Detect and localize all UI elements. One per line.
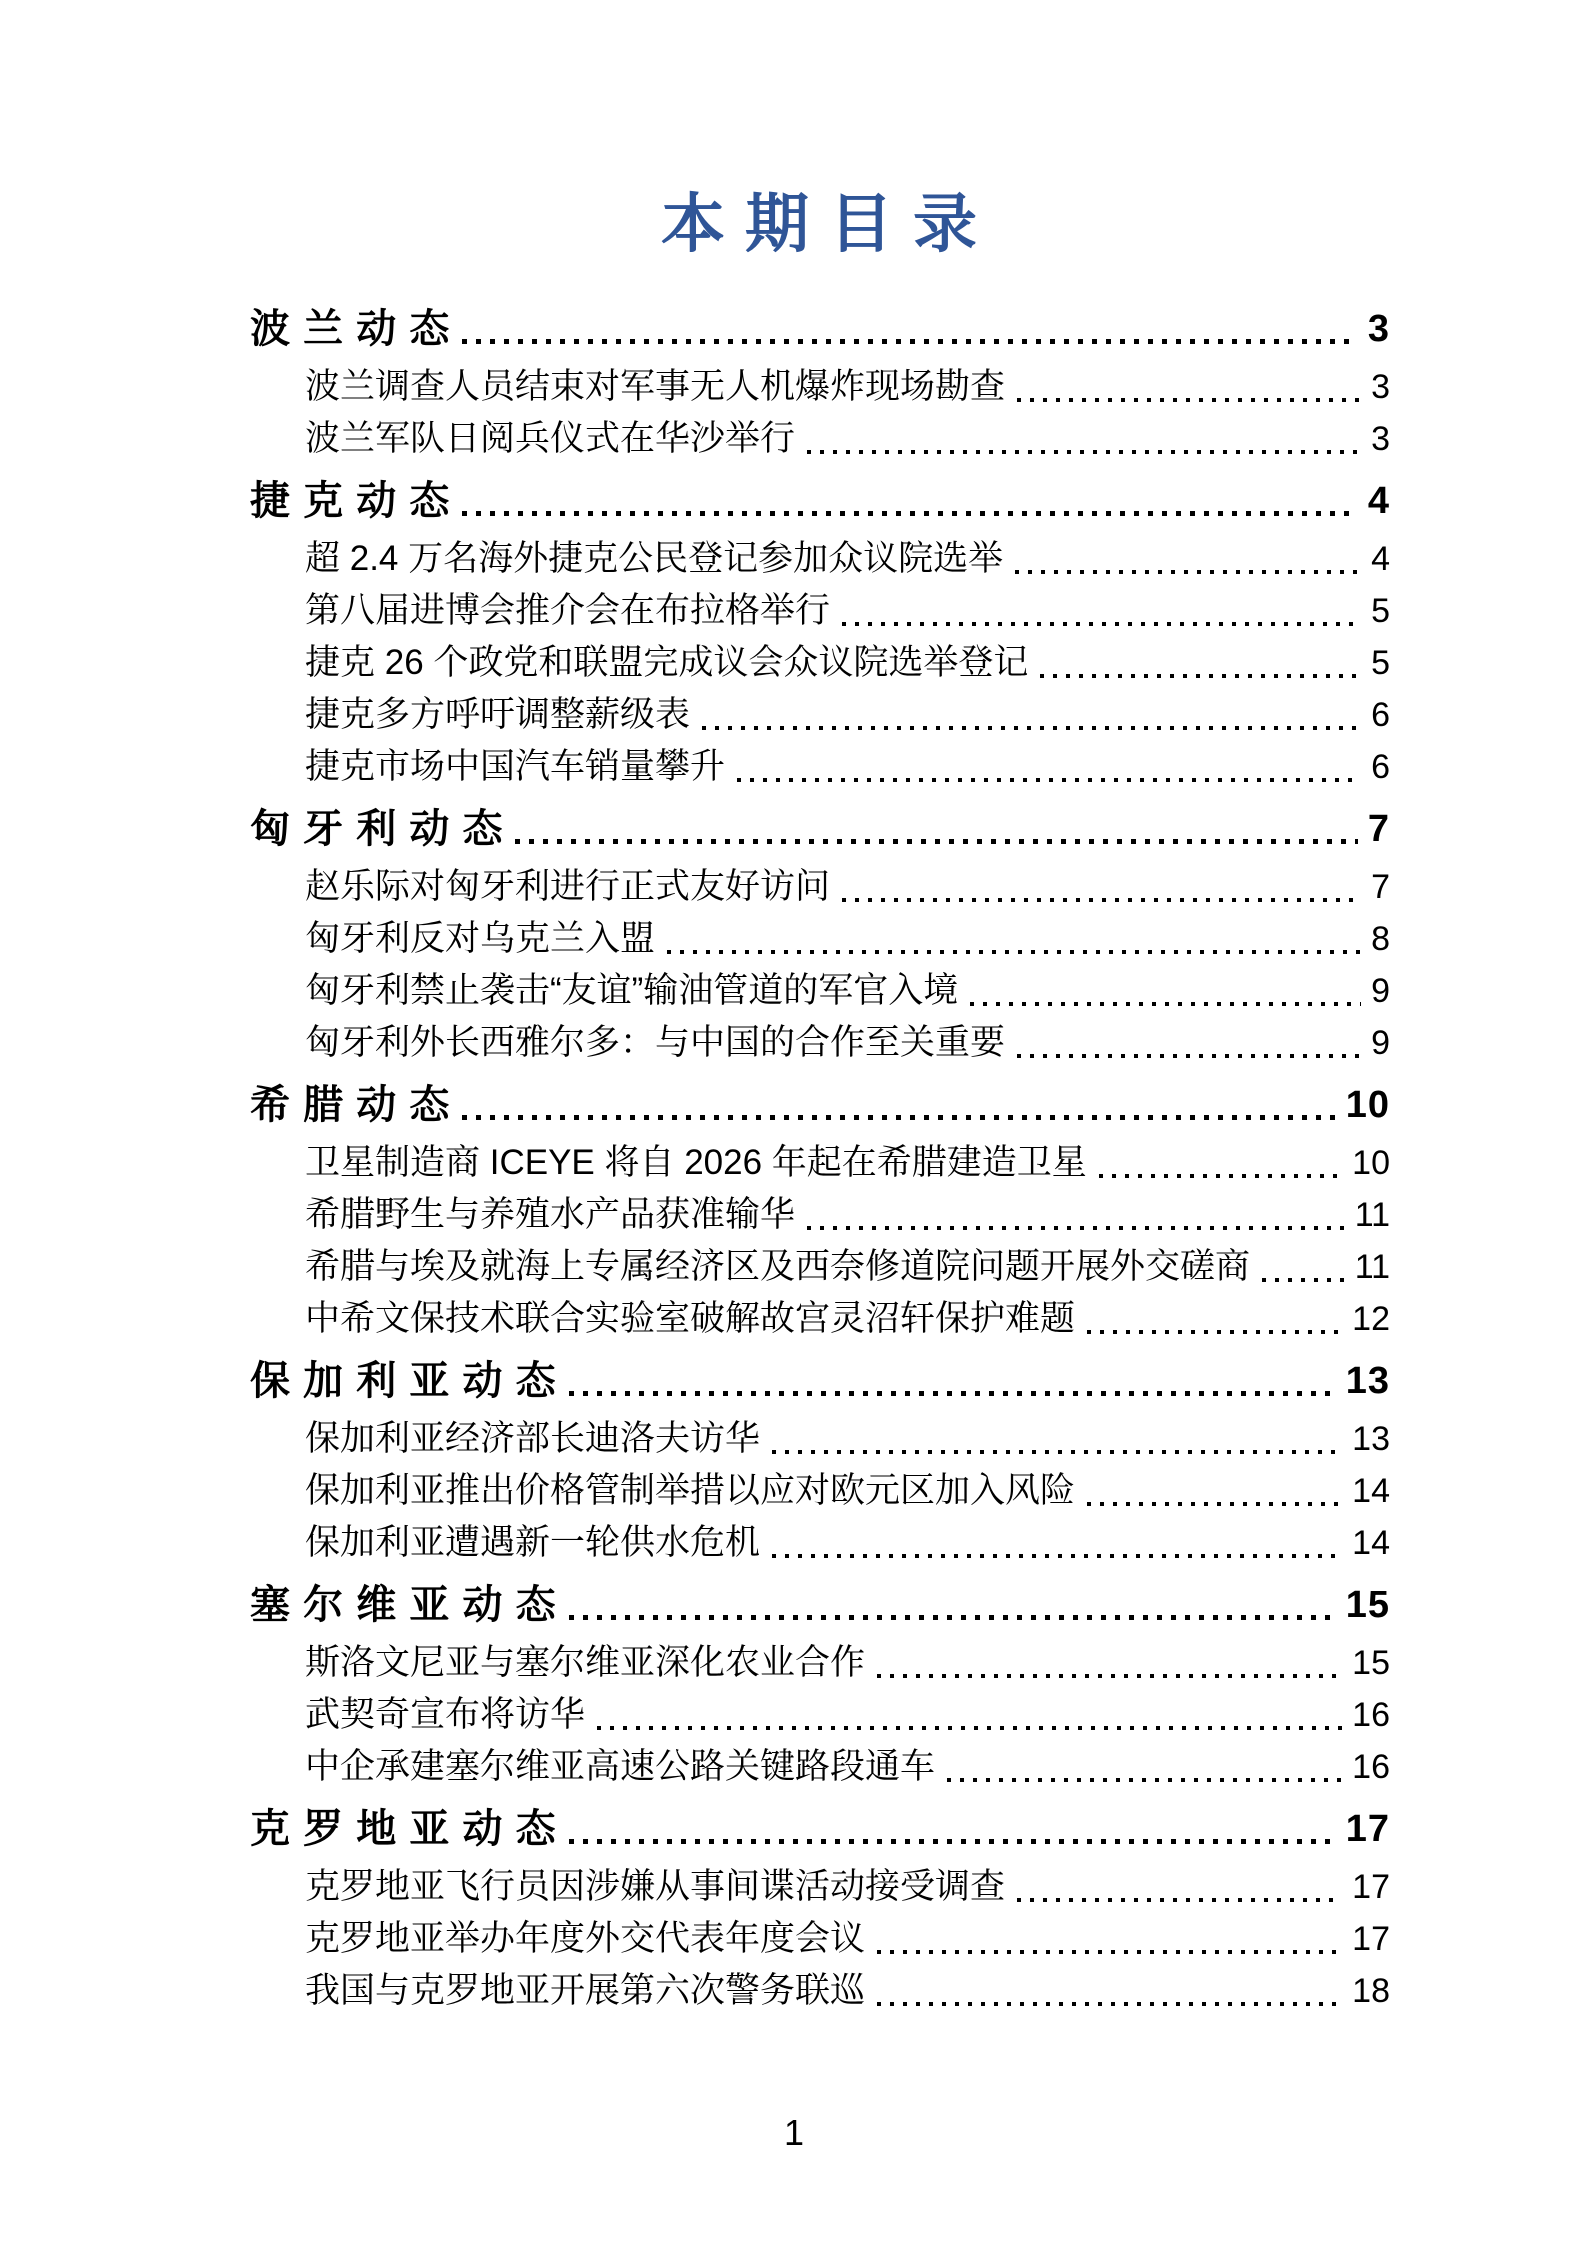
toc-section-label: 波 兰 动 态 xyxy=(250,307,451,351)
toc-item-entry[interactable] xyxy=(250,1517,1390,1569)
toc-item-entry[interactable] xyxy=(250,1965,1390,2017)
toc-section-page-number: 15 xyxy=(1345,1584,1390,1626)
dot-leader xyxy=(772,1554,1342,1558)
dot-leader xyxy=(1017,1054,1361,1058)
dot-leader xyxy=(569,1391,1336,1396)
toc-item-entry[interactable] xyxy=(250,965,1390,1017)
toc-item-entry[interactable] xyxy=(250,913,1390,965)
dot-leader xyxy=(877,1950,1342,1954)
toc-item-page-number: 13 xyxy=(1352,1420,1390,1458)
dot-leader xyxy=(1099,1174,1342,1178)
footer-page-number: 1 xyxy=(783,2112,805,2153)
toc-item-entry[interactable] xyxy=(250,1017,1390,1069)
toc-item-page-number: 16 xyxy=(1352,1696,1390,1734)
toc-item-page-number: 8 xyxy=(1371,920,1390,958)
dot-leader xyxy=(807,450,1361,454)
toc-item-entry[interactable] xyxy=(250,1689,1390,1741)
toc-section-label: 匈 牙 利 动 态 xyxy=(250,807,504,851)
toc-item-entry[interactable] xyxy=(250,741,1390,793)
toc-item-label: 波兰军队日阅兵仪式在华沙举行 xyxy=(305,419,796,458)
toc-item-page-number: 12 xyxy=(1352,1300,1390,1338)
toc-item-label: 匈牙利外长西雅尔多：与中国的合作至关重要 xyxy=(305,1023,1006,1062)
toc-item-label: 克罗地亚举办年度外交代表年度会议 xyxy=(305,1919,866,1958)
dot-leader xyxy=(702,726,1361,730)
toc-section-page-number: 13 xyxy=(1345,1360,1390,1402)
toc-item-entry[interactable] xyxy=(250,1913,1390,1965)
toc-item-page-number: 14 xyxy=(1352,1524,1390,1562)
toc-item-label: 匈牙利反对乌克兰入盟 xyxy=(305,919,656,958)
toc-item-page-number: 18 xyxy=(1352,1972,1390,2010)
dot-leader xyxy=(569,1839,1336,1844)
dot-leader xyxy=(462,511,1358,516)
toc-item-label: 武契奇宣布将访华 xyxy=(305,1695,586,1734)
toc-item-entry[interactable] xyxy=(250,1465,1390,1517)
toc-item-page-number: 11 xyxy=(1354,1248,1390,1286)
toc-item-label: 超 2.4 万名海外捷克公民登记参加众议院选举 xyxy=(305,539,1004,578)
toc-item-page-number: 3 xyxy=(1371,420,1390,458)
toc-item-page-number: 16 xyxy=(1352,1748,1390,1786)
dot-leader xyxy=(667,950,1361,954)
toc-item-page-number: 3 xyxy=(1371,368,1390,406)
toc-item-label: 保加利亚推出价格管制举措以应对欧元区加入风险 xyxy=(305,1471,1076,1510)
dot-leader xyxy=(1262,1278,1345,1282)
toc-item-entry[interactable] xyxy=(250,1189,1390,1241)
toc-section-entry[interactable] xyxy=(250,1803,1390,1855)
dot-leader xyxy=(1017,398,1361,402)
toc-section-page-number: 3 xyxy=(1367,308,1390,350)
dot-leader xyxy=(569,1615,1336,1620)
toc-section-entry[interactable] xyxy=(250,475,1390,527)
toc-item-page-number: 9 xyxy=(1371,1024,1390,1062)
toc-item-label: 捷克多方呼吁调整薪级表 xyxy=(305,695,691,734)
toc-item-page-number: 15 xyxy=(1352,1644,1390,1682)
toc-item-entry[interactable] xyxy=(250,533,1390,585)
toc-item-page-number: 10 xyxy=(1352,1144,1390,1182)
toc-item-page-number: 7 xyxy=(1371,868,1390,906)
toc-section-page-number: 4 xyxy=(1367,480,1390,522)
toc-item-label: 我国与克罗地亚开展第六次警务联巡 xyxy=(305,1971,866,2010)
toc-item-entry[interactable] xyxy=(250,585,1390,637)
dot-leader xyxy=(970,1002,1361,1006)
toc-item-entry[interactable] xyxy=(250,1413,1390,1465)
toc-item-entry[interactable] xyxy=(250,637,1390,689)
dot-leader xyxy=(1087,1502,1342,1506)
toc-section-page-number: 10 xyxy=(1345,1084,1390,1126)
dot-leader xyxy=(877,1674,1342,1678)
dot-leader xyxy=(1087,1330,1342,1334)
dot-leader xyxy=(947,1778,1342,1782)
toc-item-label: 第八届进博会推介会在布拉格举行 xyxy=(305,591,831,630)
toc-item-entry[interactable] xyxy=(250,361,1390,413)
toc-item-label: 斯洛文尼亚与塞尔维亚深化农业合作 xyxy=(305,1643,866,1682)
toc-item-label: 波兰调查人员结束对军事无人机爆炸现场勘查 xyxy=(305,367,1006,406)
toc-item-label: 克罗地亚飞行员因涉嫌从事间谍活动接受调查 xyxy=(305,1867,1006,1906)
toc-item-label: 匈牙利禁止袭击“友谊”输油管道的军官入境 xyxy=(305,971,959,1010)
toc-item-entry[interactable] xyxy=(250,1293,1390,1345)
toc-section-entry[interactable] xyxy=(250,1355,1390,1407)
dot-leader xyxy=(597,1726,1342,1730)
toc-item-entry[interactable] xyxy=(250,1741,1390,1793)
dot-leader xyxy=(842,898,1361,902)
toc-section-entry[interactable] xyxy=(250,1079,1390,1131)
toc-content-column xyxy=(250,0,1390,2017)
dot-leader xyxy=(772,1450,1342,1454)
toc-item-entry[interactable] xyxy=(250,413,1390,465)
toc-item-page-number: 4 xyxy=(1371,540,1390,578)
toc-item-page-number: 9 xyxy=(1371,972,1390,1010)
dot-leader xyxy=(737,778,1361,782)
dot-leader xyxy=(1040,674,1361,678)
toc-section-label: 捷 克 动 态 xyxy=(250,479,451,523)
toc-item-label: 捷克 26 个政党和联盟完成议会众议院选举登记 xyxy=(305,643,1029,682)
dot-leader xyxy=(515,839,1357,844)
toc-section-entry[interactable] xyxy=(250,1579,1390,1631)
toc-section-page-number: 17 xyxy=(1345,1808,1390,1850)
toc-item-label: 希腊与埃及就海上专属经济区及西奈修道院问题开展外交磋商 xyxy=(305,1247,1251,1286)
toc-item-page-number: 6 xyxy=(1371,748,1390,786)
dot-leader xyxy=(1017,1898,1342,1902)
toc-item-label: 保加利亚遭遇新一轮供水危机 xyxy=(305,1523,761,1562)
toc-item-page-number: 11 xyxy=(1354,1196,1390,1234)
toc-item-page-number: 17 xyxy=(1352,1868,1390,1906)
toc-item-page-number: 6 xyxy=(1371,696,1390,734)
toc-item-page-number: 14 xyxy=(1352,1472,1390,1510)
page-title: 本 期 目 录 xyxy=(661,189,979,260)
dot-leader xyxy=(462,1115,1335,1120)
toc-item-entry[interactable] xyxy=(250,861,1390,913)
toc-item-label: 中企承建塞尔维亚高速公路关键路段通车 xyxy=(305,1747,936,1786)
toc-item-label: 卫星制造商 ICEYE 将自 2026 年起在希腊建造卫星 xyxy=(305,1143,1087,1182)
toc-item-label: 赵乐际对匈牙利进行正式友好访问 xyxy=(305,867,831,906)
toc-section-label: 保 加 利 亚 动 态 xyxy=(250,1359,557,1403)
dot-leader xyxy=(877,2002,1342,2006)
dot-leader xyxy=(1015,570,1361,574)
toc-item-label: 希腊野生与养殖水产品获准输华 xyxy=(305,1195,796,1234)
toc-item-entry[interactable] xyxy=(250,1861,1390,1913)
toc-item-label: 中希文保技术联合实验室破解故宫灵沼轩保护难题 xyxy=(305,1299,1076,1338)
toc-section-entry[interactable] xyxy=(250,803,1390,855)
toc-item-label: 保加利亚经济部长迪洛夫访华 xyxy=(305,1419,761,1458)
toc-item-page-number: 5 xyxy=(1371,592,1390,630)
dot-leader xyxy=(807,1226,1345,1230)
dot-leader xyxy=(842,622,1361,626)
toc-item-entry[interactable] xyxy=(250,689,1390,741)
toc-item-page-number: 17 xyxy=(1352,1920,1390,1958)
toc-item-entry[interactable] xyxy=(250,1241,1390,1293)
dot-leader xyxy=(462,339,1358,344)
toc-section-page-number: 7 xyxy=(1367,808,1390,850)
toc-item-entry[interactable] xyxy=(250,1137,1390,1189)
table-of-contents xyxy=(250,265,1390,2017)
toc-section-label: 克 罗 地 亚 动 态 xyxy=(250,1807,557,1851)
toc-item-page-number: 5 xyxy=(1371,644,1390,682)
toc-section-label: 希 腊 动 态 xyxy=(250,1083,451,1127)
toc-item-label: 捷克市场中国汽车销量攀升 xyxy=(305,747,726,786)
toc-section-label: 塞 尔 维 亚 动 态 xyxy=(250,1583,557,1627)
toc-section-entry[interactable] xyxy=(250,303,1390,355)
toc-item-entry[interactable] xyxy=(250,1637,1390,1689)
